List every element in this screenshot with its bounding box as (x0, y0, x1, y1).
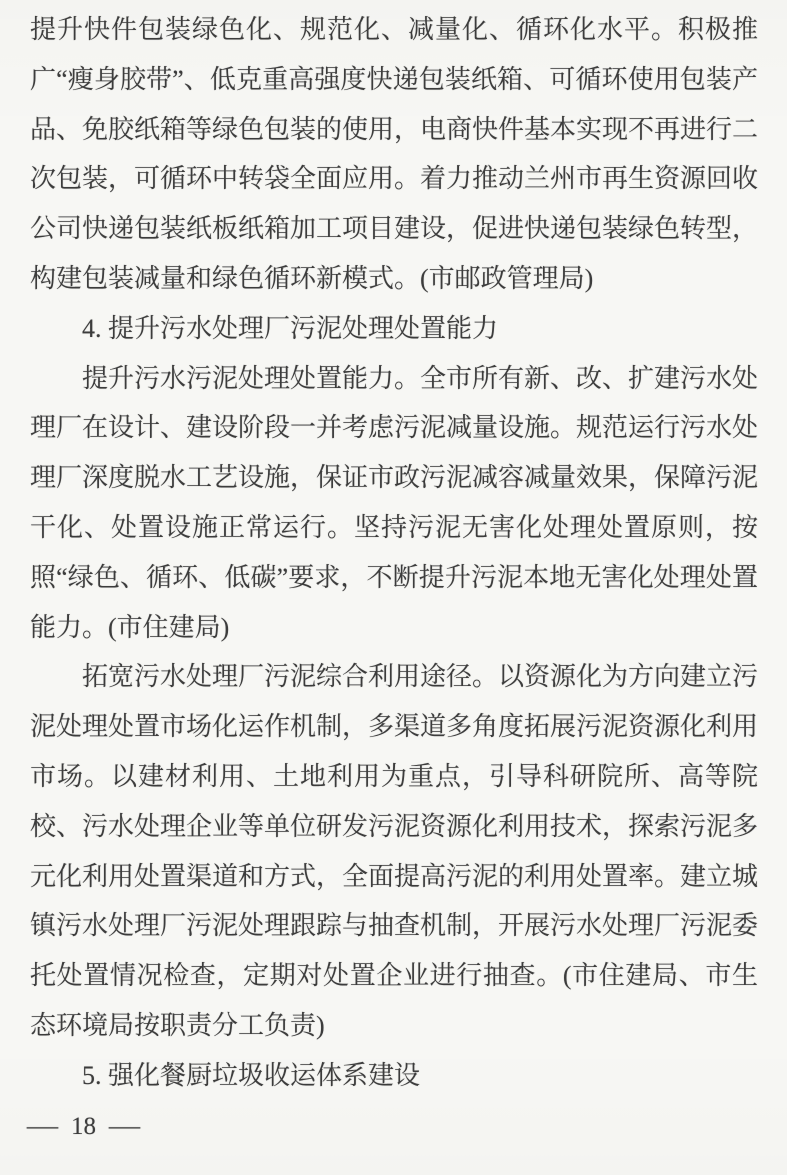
paragraph-sludge-treatment: 提升污水污泥处理处置能力。全市所有新、改、扩建污水处理厂在设计、建设阶段一并考虑污泥减量设施。规范运行污水处理厂深度脱水工艺设施，保证市政污泥减容减量效果，保障污泥干化、处置设施正常运行。坚持污泥无害化处理处置原则，按照“绿色、循环、低碳”要求，不断提升污泥本地无害化处理处置能力。(市住建局) (30, 363, 759, 642)
paragraph-sludge-utilization: 拓宽污水处理厂污泥综合利用途径。以资源化为方向建立污泥处理处置市场化运作机制，多渠道多角度拓展污泥资源化利用市场。以建材利用、土地利用为重点，引导科研院所、高等院校、污水处理企业等单位研发污泥资源化利用技术，探索污泥多元化利用处置渠道和方式，全面提高污泥的利用处置率。建立城镇污水处理厂污泥处理跟踪与抽查机制，开展污水处理厂污泥委托处置情况检查，定期对处置企业进行抽查。(市住建局、市生态环境局按职责分工负责) (30, 662, 759, 1040)
section-heading-5: 5. 强化餐厨垃圾收运体系建设 (82, 1060, 421, 1090)
page-number: 18 (71, 1112, 96, 1140)
footer-dash-left: — (26, 1112, 59, 1140)
page-footer (26, 1102, 758, 1152)
section-heading-4: 4. 提升污水处理厂污泥处理处置能力 (82, 313, 499, 343)
paragraph-packaging-continuation: 提升快件包装绿色化、规范化、减量化、循环化水平。积极推广“瘦身胶带”、低克重高强度快递包装纸箱、可循环使用包装产品、免胶纸箱等绿色包装的使用，电商快件基本实现不再进行二次包装，可循环中转袋全面应用。着力推动兰州市再生资源回收公司快递包装纸板纸箱加工项目建设，促进快递包装绿色转型，构建包装减量和绿色循环新模式。(市邮政管理局) (30, 15, 759, 293)
footer-dash-right: — (108, 1112, 141, 1140)
